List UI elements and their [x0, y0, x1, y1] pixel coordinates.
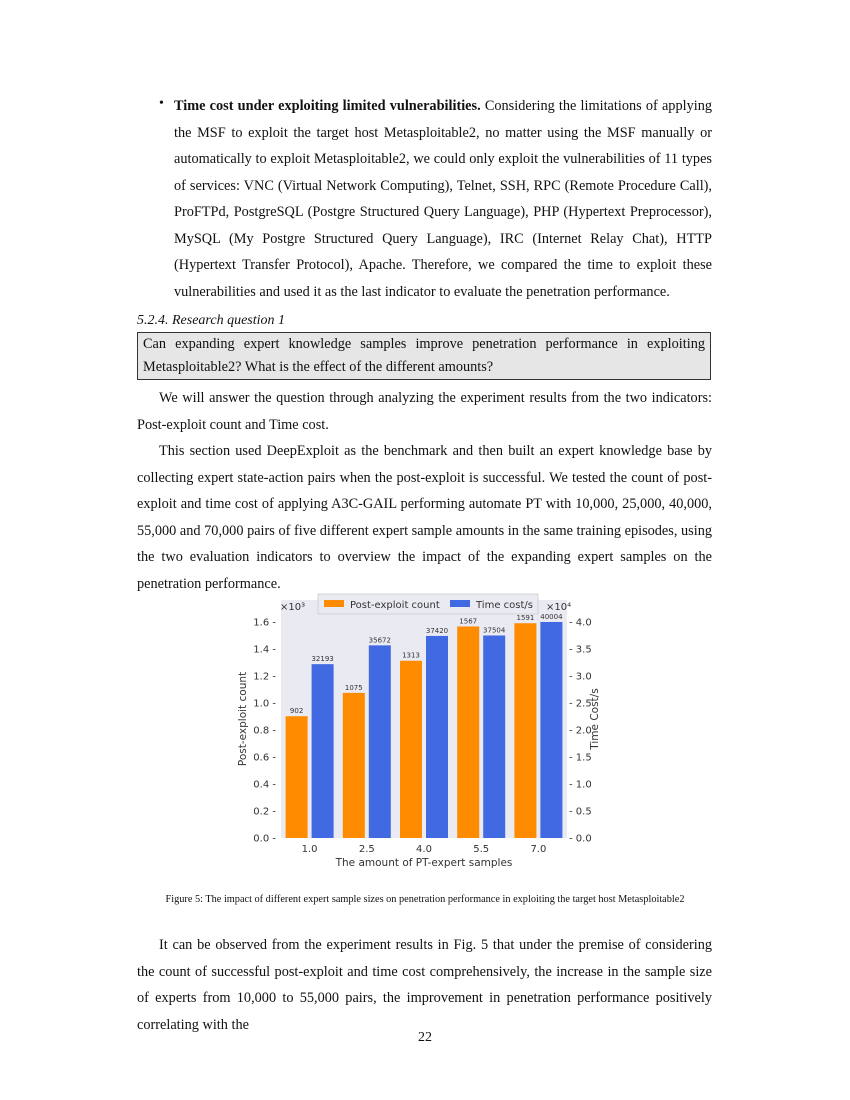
- y-right-tick-label-4: - 2.0: [569, 725, 592, 737]
- x-tick-label-4: 7.0: [530, 844, 547, 855]
- y-axis-label: Post-exploit count: [237, 671, 249, 767]
- y-tick-label-4: 0.8 -: [253, 725, 276, 737]
- legend-swatch-post-exploit: [324, 600, 344, 607]
- bar-time-cost-3: [483, 635, 505, 838]
- data-label-time-cost-2: 37420: [425, 626, 449, 635]
- bullet-marker: •: [159, 96, 164, 111]
- y-tick-label-0: 0.0 -: [253, 833, 276, 845]
- data-label-post-exploit-1: 1075: [344, 683, 363, 692]
- x-tick-label-0: 1.0: [301, 844, 318, 855]
- bar-time-cost-1: [369, 645, 391, 838]
- research-question-box: Can expanding expert knowledge samples improve penetration performance in exploiting Metasploitable2? What is the effect of the different amounts?: [137, 332, 711, 380]
- closing-paragraph: It can be observed from the experiment results in Fig. 5 that under the premise of considering the count of successful post-exploit and time cost comprehensively, the increase in the sample size of experts from 10,000 to 55,000 pairs, the improvement in penetration performance positively correlating with the: [137, 937, 712, 1033]
- y-right-tick-label-1: - 0.5: [569, 806, 592, 818]
- bullet-body: Considering the limitations of applying the MSF to exploit the target host Metasploitable2, no matter using the MSF manually or automatically to exploit Metasploitable2, we could only exploit the vulnerabilities of 11 types of services: VNC (Virtual Network Computing), Telnet, SSH, RPC (Remote Procedure Call), ProFTPd, PostgreSQL (Postgre Structured Query Language), PHP (Hypertext Preprocessor), MySQL (My Postgre Structured Query Language), IRC (Internet Relay Chat), HTTP (Hypertext Transfer Protocol), Apache. Therefore, we compared the time to exploit these vulnerabilities and used it as the last indicator to evaluate the penetration performance.: [174, 98, 712, 300]
- bar-time-cost-2: [426, 636, 448, 838]
- bar-post-exploit-4: [514, 623, 536, 838]
- y-axis-right-label: Time Cost/s: [589, 688, 601, 750]
- data-label-time-cost-1: 35672: [368, 636, 391, 645]
- x-tick-label-3: 5.5: [473, 844, 490, 855]
- paragraph-2: This section used DeepExploit as the benchmark and then built an expert knowledge base by collecting expert state-action pairs when the post-exploit is successful. We tested the count of post-exploit and time cost of applying A3C-GAIL performing automate PT with 10,000, 25,000, 40,000, 55,000 and 70,000 pairs of five different expert sample amounts in the same training episodes, using the two evaluation indicators to overview the impact of the expanding expert samples on the penetration performance.: [137, 443, 712, 592]
- x-axis-label: The amount of PT-expert samples: [335, 857, 513, 869]
- figure-caption: Figure 5: The impact of different expert sample sizes on penetration performance in exploiting the target host Metasploitable2: [165, 894, 685, 905]
- bar-post-exploit-0: [286, 716, 308, 838]
- y-right-tick-label-6: - 3.0: [569, 671, 592, 683]
- data-label-post-exploit-4: 1591: [516, 614, 535, 623]
- y-tick-label-6: 1.2 -: [253, 671, 276, 683]
- data-label-post-exploit-2: 1313: [402, 651, 420, 660]
- subsection-heading: 5.2.4. Research question 1: [137, 313, 286, 328]
- bar-time-cost-4: [540, 622, 562, 838]
- y-tick-label-1: 0.2 -: [253, 806, 276, 818]
- data-label-post-exploit-0: 902: [289, 707, 304, 716]
- x-tick-label-2: 4.0: [416, 844, 432, 855]
- bar-chart-svg: [230, 590, 610, 880]
- figure-5-chart: [230, 590, 610, 880]
- legend: [318, 594, 538, 614]
- paragraph-1: We will answer the question through analyzing the experiment results from the two indicators: Post-exploit count and Time cost.: [137, 390, 712, 433]
- data-label-time-cost-0: 32193: [311, 655, 334, 664]
- bullet-paragraph: [174, 93, 712, 305]
- bar-post-exploit-1: [343, 693, 365, 838]
- x-tick-label-1: 2.5: [358, 844, 375, 855]
- y-tick-label-7: 1.4 -: [253, 644, 276, 656]
- data-label-time-cost-4: 40004: [540, 612, 563, 621]
- y-right-tick-label-3: - 1.5: [569, 752, 592, 764]
- y-tick-label-2: 0.4 -: [253, 779, 276, 791]
- y-right-tick-label-7: - 3.5: [569, 644, 592, 656]
- bar-post-exploit-3: [457, 626, 479, 838]
- bar-post-exploit-2: [400, 661, 422, 838]
- y-right-tick-label-5: - 2.5: [569, 698, 592, 710]
- bullet-lead: Time cost under exploiting limited vulnerabilities.: [174, 98, 481, 114]
- y-tick-label-8: 1.6 -: [253, 617, 276, 629]
- legend-label-time-cost: Time cost/s: [476, 600, 533, 611]
- x-axis-ticks: [302, 844, 547, 855]
- y-tick-label-3: 0.6 -: [253, 752, 276, 764]
- legend-label-post-exploit: Post-exploit count: [350, 600, 440, 611]
- y-right-tick-label-2: - 1.0: [569, 779, 592, 791]
- right-multiplier-label: ×10⁴: [546, 602, 572, 613]
- left-axis-ticks: [253, 618, 276, 845]
- y-tick-label-5: 1.0 -: [253, 698, 276, 710]
- y-right-tick-label-8: - 4.0: [569, 617, 592, 629]
- data-label-time-cost-3: 37504: [483, 626, 506, 635]
- data-label-post-exploit-3: 1567: [459, 617, 478, 626]
- bar-time-cost-0: [312, 664, 334, 838]
- legend-swatch-time-cost: [450, 600, 470, 607]
- page-number: 22: [418, 1030, 432, 1045]
- left-multiplier-label: ×10³: [280, 602, 306, 613]
- y-right-tick-label-0: - 0.0: [569, 833, 592, 845]
